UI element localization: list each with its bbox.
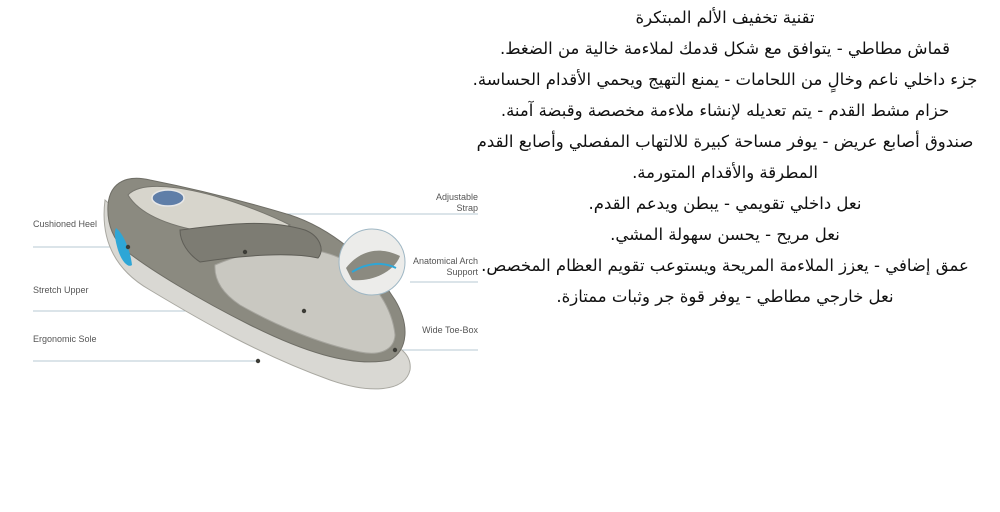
feature-item: صندوق أصابع عريض - يوفر مساحة كبيرة للالتهاب المفصلي وأصابع القدم المطرقة والأقدام المتورمة. [476, 132, 974, 182]
feature-item: نعل خارجي مطاطي - يوفر قوة جر وثبات ممتازة. [556, 287, 894, 306]
callout-stretch-upper-label: Stretch Upper [33, 285, 89, 295]
feature-item: حزام مشط القدم - يتم تعديله لإنشاء ملاءمة مخصصة وقبضة آمنة. [500, 101, 950, 120]
callout-cushioned-heel-label: Cushioned Heel [33, 219, 98, 229]
feature-item: نعل داخلي تقويمي - يبطن ويدعم القدم. [588, 194, 862, 213]
callout-adjustable-strap-label: Adjustable Strap [435, 192, 478, 213]
callout-stretch-upper [33, 285, 93, 296]
callout-wide-toe-box-label: Wide Toe-Box [422, 325, 478, 335]
brand-logo [152, 190, 184, 206]
features-text [455, 2, 995, 312]
callout-cushioned-heel [33, 219, 113, 230]
feature-item: قماش مطاطي - يتوافق مع شكل قدمك لملاءمة خالية من الضغط. [499, 39, 951, 58]
arch-support-circle [339, 229, 405, 295]
callout-ergonomic-sole [33, 334, 103, 345]
feature-item: عمق إضافي - يعزز الملاءمة المريحة ويستوعب تقويم العظام المخصص. [481, 256, 969, 275]
callout-anatomical-arch-support-label: Anatomical Arch Support [412, 256, 478, 277]
feature-item: نعل مريح - يحسن سهولة المشي. [610, 225, 840, 244]
features-heading: تقنية تخفيف الألم المبتكرة [635, 8, 815, 27]
callout-ergonomic-sole-label: Ergonomic Sole [33, 334, 97, 344]
callout-wide-toe-box [420, 325, 478, 336]
feature-item: جزء داخلي ناعم وخالٍ من اللحامات - يمنع التهيج ويحمي الأقدام الحساسة. [472, 70, 978, 89]
